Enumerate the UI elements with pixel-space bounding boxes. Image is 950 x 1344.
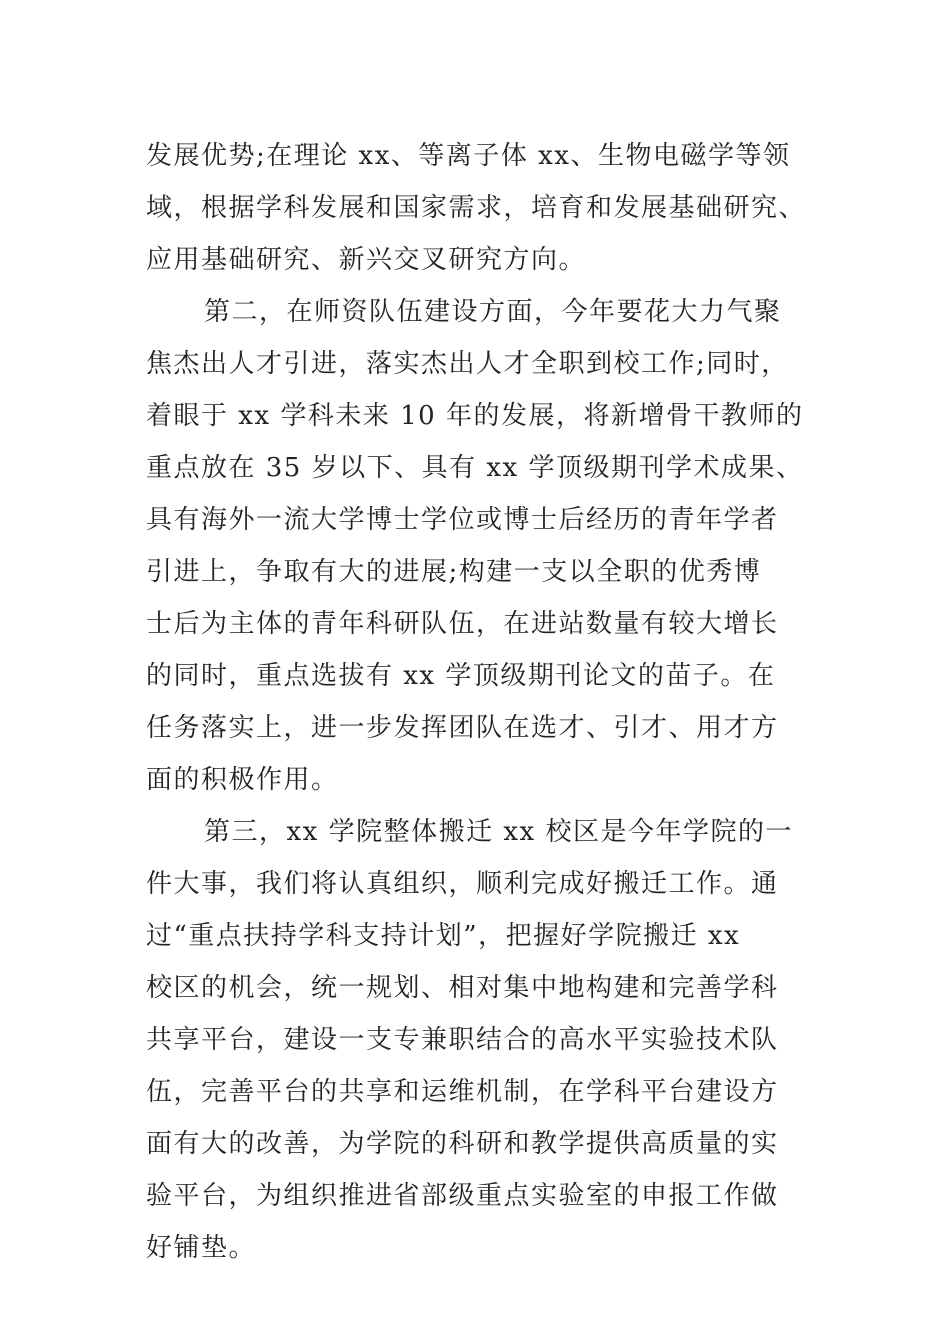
text-line: 应用基础研究、新兴交叉研究方向。 (146, 245, 587, 275)
text-line: 焦杰出人才引进，落实杰出人才全职到校工作;同时， (146, 349, 789, 379)
text-line: 着眼于 xx 学科未来 10 年的发展，将新增骨干教师的 (146, 401, 804, 431)
document-body (146, 130, 806, 1274)
text-line: 士后为主体的青年科研队伍，在进站数量有较大增长 (146, 609, 779, 639)
paragraph-start-line: 第三，xx 学院整体搬迁 xx 校区是今年学院的一 (204, 817, 793, 847)
paragraph-start-line: 第二，在师资队伍建设方面，今年要花大力气聚 (204, 297, 782, 327)
text-line: 共享平台，建设一支专兼职结合的高水平实验技术队 (146, 1025, 779, 1055)
text-line: 任务落实上，进一步发挥团队在选才、引才、用才方 (146, 713, 779, 743)
text-line: 件大事，我们将认真组织，顺利完成好搬迁工作。通 (146, 869, 779, 899)
text-line: 校区的机会，统一规划、相对集中地构建和完善学科 (146, 973, 779, 1003)
text-line: 好铺垫。 (146, 1233, 257, 1263)
text-line: 面有大的改善，为学院的科研和教学提供高质量的实 (146, 1129, 779, 1159)
text-line: 具有海外一流大学博士学位或博士后经历的青年学者 (146, 505, 779, 535)
text-line: 面的积极作用。 (146, 765, 339, 795)
text-line: 域，根据学科发展和国家需求，培育和发展基础研究、 (146, 193, 807, 223)
text-line: 重点放在 35 岁以下、具有 xx 学顶级期刊学术成果、 (146, 453, 804, 483)
text-line: 伍，完善平台的共享和运维机制，在学科平台建设方 (146, 1077, 779, 1107)
text-line: 引进上，争取有大的进展;构建一支以全职的优秀博 (146, 557, 762, 587)
text-line: 发展优势;在理论 xx、等离子体 xx、生物电磁学等领 (146, 141, 791, 171)
text-line: 验平台，为组织推进省部级重点实验室的申报工作做 (146, 1181, 779, 1211)
text-line: 过“重点扶持学科支持计划”，把握好学院搬迁 xx (146, 921, 741, 951)
text-line: 的同时，重点选拔有 xx 学顶级期刊论文的苗子。在 (146, 661, 776, 691)
